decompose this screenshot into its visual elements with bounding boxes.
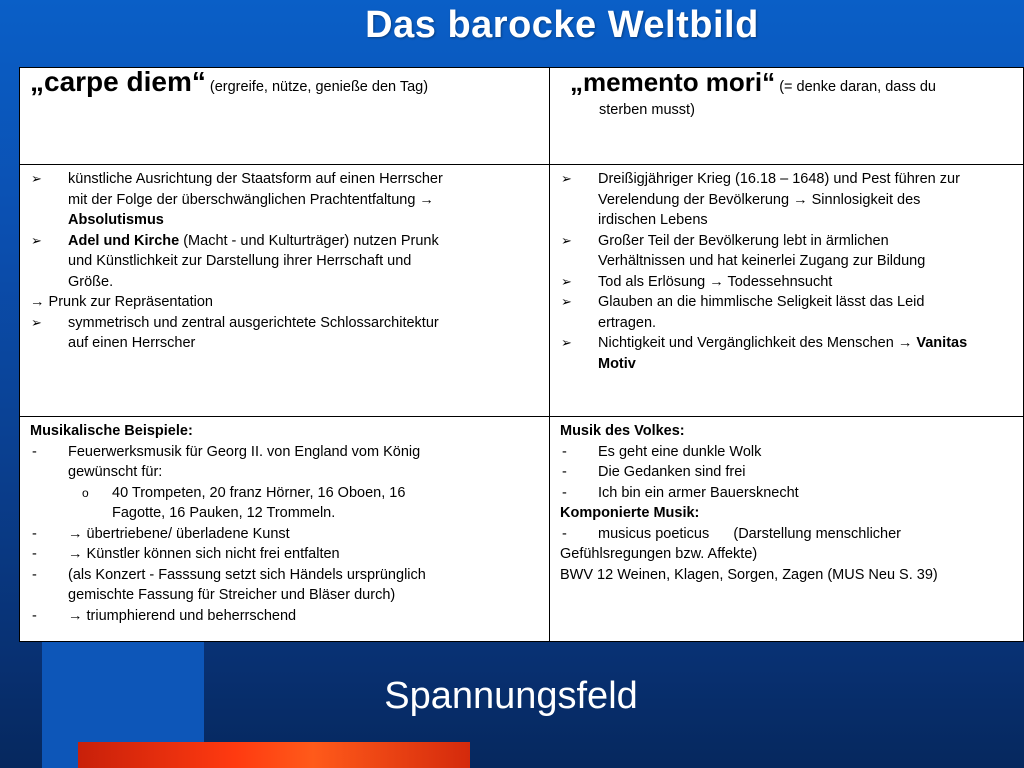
header-memento-mori: „memento mori“ (= denke daran, dass du sterben musst): [550, 68, 1024, 165]
music-heading: Musikalische Beispiele:: [30, 423, 193, 439]
music-examples-left: [20, 417, 550, 642]
music-heading: Komponierte Musik:: [560, 505, 700, 521]
circle-bullet-icon: o: [82, 485, 89, 500]
list-item: - musicus poeticus (Darstellung menschlicher: [562, 525, 902, 542]
decorative-red-bar: [78, 742, 470, 768]
list-item: ➢ Großer Teil der Bevölkerung lebt in ärmlichen Verhältnissen und hat keinerlei Zugang zur Bildung: [561, 232, 926, 269]
arrow-bullet-icon: ➢: [31, 314, 42, 330]
music-examples-right: [550, 417, 1024, 642]
list-item: - (als Konzert - Fasssung setzt sich Händels ursprünglich gemischte Fassung für Streicher und Bläser durch): [32, 566, 426, 603]
carpe-diem-points: [20, 165, 550, 417]
list-item: ➢ Adel und Kirche (Macht - und Kulturträger) nutzen Prunk und Künstlichkeit zur Darstellung ihrer Herrschaft und Größe.: [31, 232, 439, 290]
characteristics-row: [20, 165, 1024, 417]
arrow-bullet-icon: ➢: [31, 232, 42, 248]
list-item: → Prunk zur Repräsentation: [30, 294, 213, 310]
header-carpe-diem: „carpe diem“ (ergreife, nütze, genieße den Tag): [20, 68, 550, 165]
arrow-bullet-icon: ➢: [561, 273, 572, 289]
memento-mori-points: [550, 165, 1024, 417]
arrow-bullet-icon: ➢: [31, 171, 42, 186]
list-item: ➢ Glauben an die himmlische Seligkeit lässt das Leid ertragen.: [561, 294, 925, 331]
list-item: ➢ Tod als Erlösung → Todessehnsucht: [560, 272, 1015, 293]
list-item: - → Künstler können sich nicht frei entfalten: [32, 546, 340, 562]
list-item: ➢ Nichtigkeit und Vergänglichkeit des Menschen → Vanitas Motiv: [561, 335, 968, 372]
music-row: [20, 417, 1024, 642]
list-item: ➢ symmetrisch und zentral ausgerichtete Schlossarchitektur auf einen Herrscher: [31, 314, 439, 351]
arrow-bullet-icon: ➢: [561, 232, 572, 248]
sub-list-item: o 40 Trompeten, 20 franz Hörner, 16 Oboen, 16 Fagotte, 16 Pauken, 12 Trommeln.: [82, 484, 406, 521]
slide-subtitle: Spannungsfeld: [384, 675, 638, 717]
list-item: - Feuerwerksmusik für Georg II. von England vom König gewünscht für:: [32, 443, 421, 480]
list-item: - Es geht eine dunkle Wolk: [562, 443, 762, 460]
music-heading: Musik des Volkes:: [560, 423, 685, 439]
comparison-table: [19, 67, 1024, 642]
arrow-bullet-icon: ➢: [561, 335, 572, 350]
list-item: BWV 12 Weinen, Klagen, Sorgen, Zagen (MUS Neu S. 39): [560, 566, 938, 583]
arrow-bullet-icon: ➢: [561, 171, 572, 186]
list-item: - Die Gedanken sind frei: [562, 464, 746, 480]
slide-title: Das barocke Weltbild: [365, 4, 759, 46]
list-item: ➢ künstliche Ausrichtung der Staatsform auf einen Herrscher mit der Folge der überschwänglichen Prachtentfaltung → Absolutismus: [31, 171, 443, 228]
arrow-bullet-icon: ➢: [561, 294, 572, 309]
header-row: [20, 68, 1024, 165]
list-item: ➢ Dreißigjähriger Krieg (16.18 – 1648) und Pest führen zur Verelendung der Bevölkerung → Sinnlosigkeit des irdischen Lebens: [561, 171, 960, 228]
list-item: Gefühlsregungen bzw. Affekte): [560, 546, 758, 562]
list-item: - Ich bin ein armer Bauersknecht: [562, 484, 799, 501]
list-item: - → triumphierend und beherrschend: [32, 607, 297, 624]
list-item: - → übertriebene/ überladene Kunst: [32, 525, 290, 542]
